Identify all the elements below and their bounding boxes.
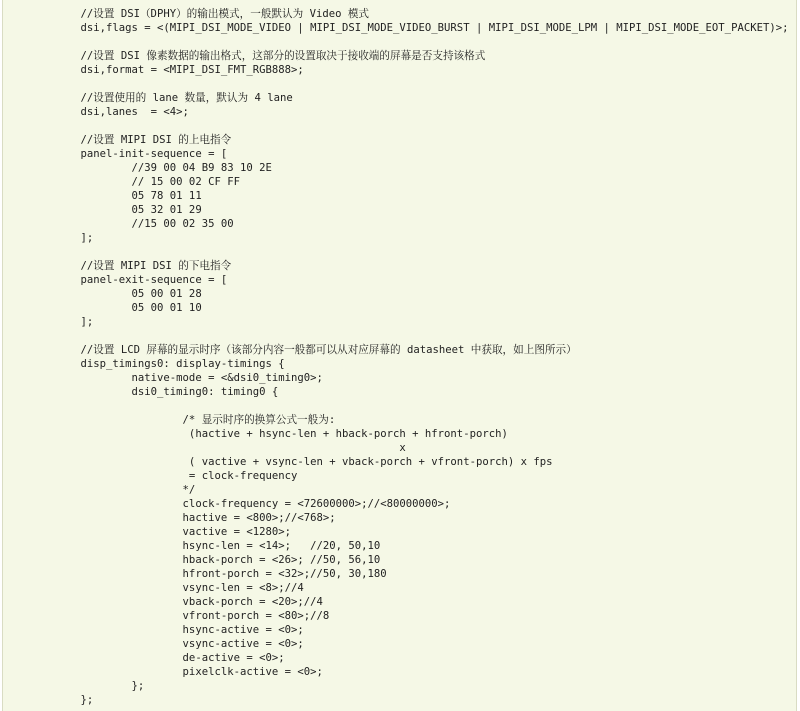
code-line: vactive = <1280>;: [55, 526, 291, 538]
code-line: [55, 245, 788, 259]
code-line: pixelclk-active = <0>;: [55, 666, 323, 678]
code-line: //设置 MIPI DSI 的下电指令: [55, 260, 232, 272]
code-line: = clock-frequency: [55, 470, 298, 482]
code-line: //设置 LCD 屏幕的显示时序（该部分内容一般都可以从对应屏幕的 datasheet 中获取，如上图所示）: [55, 344, 577, 356]
code-line: vfront-porch = <80>;//8: [55, 610, 330, 622]
code-line: [55, 399, 788, 413]
code-line: // 15 00 02 CF FF: [55, 176, 240, 188]
code-line: (hactive + hsync-len + hback-porch + hfront-porch): [55, 428, 508, 440]
code-line: dsi,format = <MIPI_DSI_FMT_RGB888>;: [55, 64, 304, 76]
code-line: /* 显示时序的换算公式一般为:: [55, 414, 336, 426]
code-line: 05 78 01 11: [55, 190, 202, 202]
code-line: ];: [55, 316, 94, 328]
code-line: */: [55, 484, 196, 496]
code-line: [55, 35, 788, 49]
code-line: };: [55, 680, 145, 692]
code-line: 05 00 01 10: [55, 302, 202, 314]
code-line: de-active = <0>;: [55, 652, 285, 664]
code-line: panel-exit-sequence = [: [55, 274, 228, 286]
code-line: vback-porch = <20>;//4: [55, 596, 323, 608]
code-line: dsi,flags = <(MIPI_DSI_MODE_VIDEO | MIPI_DSI_MODE_VIDEO_BURST | MIPI_DSI_MODE_LPM | MIPI_DSI_MODE_EOT_PACKET)>;: [55, 22, 789, 34]
code-line: hback-porch = <26>; //50, 56,10: [55, 554, 381, 566]
code-line: ];: [55, 232, 94, 244]
code-line: clock-frequency = <72600000>;//<80000000>;: [55, 498, 451, 510]
code-line: vsync-active = <0>;: [55, 638, 304, 650]
code-line: native-mode = <&dsi0_timing0>;: [55, 372, 323, 384]
code-block: [2, 0, 797, 711]
code-line: 05 32 01 29: [55, 204, 202, 216]
code-line: //设置 DSI（DPHY）的输出模式，一般默认为 Video 模式: [55, 8, 370, 20]
code-line: };: [55, 694, 94, 706]
code-line: //15 00 02 35 00: [55, 218, 234, 230]
code-line: disp_timings0: display-timings {: [55, 358, 285, 370]
code-line: hfront-porch = <32>;//50, 30,180: [55, 568, 387, 580]
code-line: vsync-len = <8>;//4: [55, 582, 304, 594]
code-line: x: [55, 442, 406, 454]
code-line: ( vactive + vsync-len + vback-porch + vfront-porch) x fps: [55, 456, 553, 468]
code-line: //设置 MIPI DSI 的上电指令: [55, 134, 232, 146]
code-line: dsi,lanes = <4>;: [55, 106, 189, 118]
code-line: hactive = <800>;//<768>;: [55, 512, 336, 524]
code-line: 05 00 01 28: [55, 288, 202, 300]
code-line: //设置 DSI 像素数据的输出格式，这部分的设置取决于接收端的屏幕是否支持该格式: [55, 50, 486, 62]
code-line: panel-init-sequence = [: [55, 148, 228, 160]
code-line: [55, 119, 788, 133]
code-lines: [55, 7, 788, 707]
code-line: [55, 77, 788, 91]
code-line: dsi0_timing0: timing0 {: [55, 386, 279, 398]
code-line: hsync-len = <14>; //20, 50,10: [55, 540, 381, 552]
code-line: //39 00 04 B9 83 10 2E: [55, 162, 272, 174]
code-line: //设置使用的 lane 数量，默认为 4 lane: [55, 92, 293, 104]
code-line: hsync-active = <0>;: [55, 624, 304, 636]
code-line: [55, 329, 788, 343]
